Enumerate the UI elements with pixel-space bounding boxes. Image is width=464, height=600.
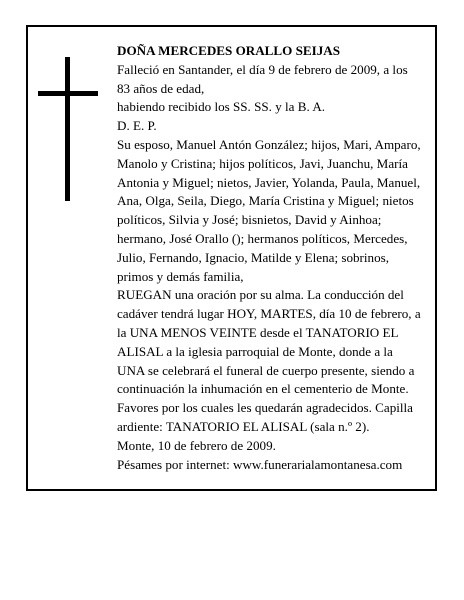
family-list: Su esposo, Manuel Antón González; hijos, Mari, Amparo, Manolo y Cristina; hijos políticos, Javi, Juanchu, María Antonia y Miguel; nietos, Javier, Yolanda, Paula, Manuel, Ana, Olga, Seila, Diego, María Cristina y Miguel; nietos políticos, Silvia y José; bisnietos, David y Ainhoa; hermano, José Orallo (); hermanos políticos, Mercedes, Julio, Fernando, Ignacio, Matilde y Elena; sobrinos, primos y demás familia,	[117, 136, 421, 284]
death-info: Falleció en Santander, el día 9 de febrero de 2009, a los 83 años de edad,	[117, 61, 408, 96]
deceased-name: DOÑA MERCEDES ORALLO SEIJAS	[117, 43, 341, 58]
condolences-line: Pésames por internet: www.funerarialamontanesa.com	[117, 456, 403, 472]
place-date: Monte, 10 de febrero de 2009.	[117, 437, 276, 453]
rip-line: D. E. P.	[117, 118, 157, 134]
cross-horizontal-bar	[38, 91, 98, 96]
obituary-notice	[26, 25, 437, 491]
service-request: RUEGAN una oración por su alma. La conducción del cadáver tendrá lugar HOY, MARTES, día 10 de febrero, a la UNA MENOS VEINTE desde el TANATORIO EL ALISAL a la iglesia parroquial de Monte, donde a la UNA se celebrará el funeral de cuerpo presente, siendo a continuación la inhumación en el cementerio de Monte. Favores por los cuales les quedarán agradecidos. Capilla ardiente: TANATORIO EL ALISAL (sala n.º 2).	[117, 287, 421, 434]
cross-vertical-bar	[65, 57, 70, 201]
obituary-text	[117, 42, 422, 474]
cross-icon	[38, 57, 98, 201]
sacraments-line: habiendo recibido los SS. SS. y la B. A.	[117, 99, 326, 115]
